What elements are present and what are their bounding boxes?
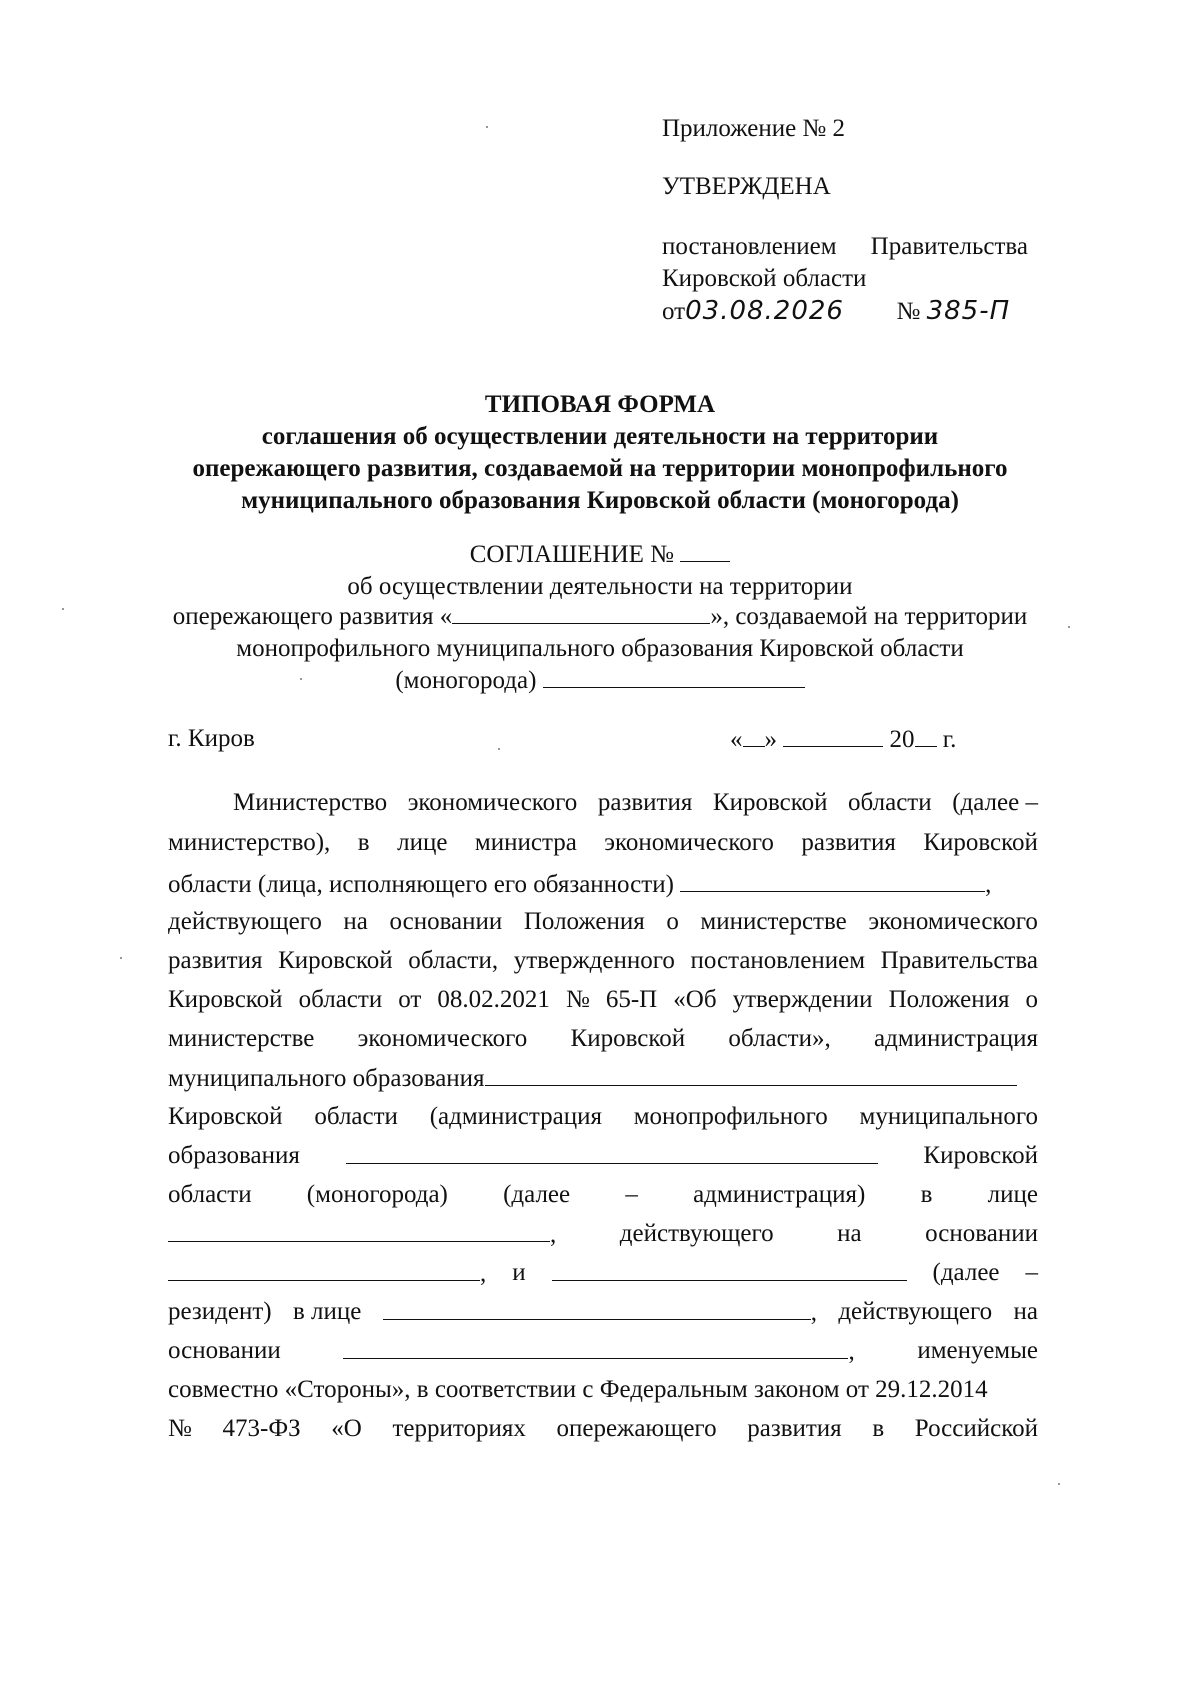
body-line-9: [168, 1102, 1038, 1132]
word: области: [298, 986, 383, 1013]
word: №: [565, 986, 590, 1013]
body-line-8: [168, 1063, 1017, 1094]
word: министра: [474, 829, 577, 856]
word: области,: [408, 947, 499, 974]
body-line-12: [168, 1219, 1038, 1250]
word: развития: [597, 789, 693, 816]
appendix-label: Приложение № 2: [662, 115, 846, 142]
body-line-5: [168, 946, 1038, 976]
body-text: области (лица, исполняющего его обязанности): [168, 871, 674, 898]
word: области»,: [728, 1025, 831, 1052]
agreement-heading: [0, 539, 1200, 571]
word: Положения: [523, 908, 645, 935]
word: Кировской: [168, 986, 283, 1013]
blank-field: [346, 1141, 878, 1164]
word: в: [357, 829, 370, 856]
word: развития: [801, 829, 896, 856]
blank-field: [168, 1258, 480, 1281]
year-prefix: 20: [889, 726, 915, 753]
blank-field: [680, 869, 985, 892]
word: о: [1025, 986, 1038, 1013]
word: экономического: [868, 908, 1038, 935]
word: (администрация: [429, 1103, 602, 1130]
word: «Об: [673, 986, 717, 1013]
scan-speck: [1068, 626, 1070, 628]
scan-speck: [486, 126, 488, 128]
comma: ,: [848, 1338, 855, 1365]
quote-close: »: [764, 726, 777, 753]
agreement-line-3: монопрофильного муниципального образования Кировской области: [236, 635, 964, 662]
body-line-4: [168, 907, 1038, 937]
word: Кировской: [278, 947, 393, 974]
word: и: [512, 1259, 526, 1286]
word: от: [398, 986, 422, 1013]
number-prefix: №: [896, 298, 921, 325]
body-line-15: [168, 1336, 1038, 1367]
body-line-7: [168, 1024, 1038, 1054]
body-line-3: [168, 869, 991, 900]
word: министерстве: [168, 1025, 315, 1052]
blank-field: [743, 724, 765, 747]
agreement-line-4: [0, 665, 1200, 697]
word: основании: [389, 908, 503, 935]
blank-field: [543, 665, 805, 688]
word: Правительства: [880, 947, 1038, 974]
comma: ,: [810, 1299, 817, 1326]
word: экономического: [604, 829, 774, 856]
year-suffix: г.: [942, 726, 957, 753]
word: 65-П: [605, 986, 658, 1013]
form-subtitle-2: опережающего развития, создаваемой на территории монопрофильного: [192, 455, 1008, 482]
scan-speck: [120, 957, 122, 959]
scan-speck: [498, 748, 500, 750]
form-subtitle-1: соглашения об осуществлении деятельности на территории: [261, 423, 939, 450]
scan-speck: [300, 678, 302, 680]
word: резидент): [168, 1298, 272, 1325]
word: области: [168, 1181, 252, 1208]
word: администрация: [874, 1025, 1038, 1052]
word: именуемые: [917, 1337, 1038, 1364]
approved-label: УТВЕРЖДЕНА: [662, 173, 831, 200]
body-line-10: [168, 1141, 1038, 1171]
word: действующего: [838, 1298, 993, 1325]
blank-field: [783, 724, 883, 747]
agreement-line-1: об осуществлении деятельности на территории: [347, 573, 853, 600]
word: основании: [925, 1220, 1038, 1247]
body-line-11: [168, 1180, 1038, 1210]
word: на: [837, 1220, 862, 1247]
form-title: ТИПОВАЯ ФОРМА: [484, 391, 716, 418]
quote-open: «: [730, 726, 743, 753]
word: министерство),: [168, 829, 331, 856]
blank-field: [552, 1258, 907, 1281]
word: на: [1013, 1298, 1038, 1325]
word: –: [625, 1181, 638, 1208]
agreement-line-4-text: (моногорода): [395, 667, 537, 694]
body-line-13: [168, 1258, 1038, 1289]
handwritten-date: 03.08.2026: [685, 296, 844, 326]
word: «О: [331, 1415, 362, 1442]
agreement-line-2-a: опережающего развития «: [172, 603, 453, 630]
body-line-14: [168, 1297, 1038, 1328]
word: действующего: [168, 908, 322, 935]
scan-speck: [1058, 1483, 1060, 1485]
word: Российской: [914, 1415, 1038, 1442]
word: лице: [397, 829, 448, 856]
blank-field: [168, 1219, 550, 1242]
body-line-2: [168, 828, 1038, 858]
word: монопрофильного: [633, 1103, 828, 1130]
blank-field: [383, 1297, 811, 1320]
word: (моногорода): [306, 1181, 448, 1208]
word: в: [920, 1181, 933, 1208]
word: министерстве: [700, 908, 847, 935]
approval-line-1: [662, 232, 1028, 262]
word: развития: [168, 947, 263, 974]
word: Кировской: [570, 1025, 686, 1052]
word: (далее: [932, 1259, 1000, 1286]
agreement-date: [730, 724, 956, 755]
body-text: муниципального образования: [168, 1065, 485, 1092]
agreement-heading-text: СОГЛАШЕНИЕ №: [469, 541, 675, 568]
scan-speck: [62, 608, 64, 610]
word: 473-ФЗ: [222, 1415, 301, 1442]
comma: ,: [550, 1221, 557, 1248]
word: Кировской: [712, 789, 828, 816]
word: №: [168, 1415, 192, 1442]
approval-line-2: Кировской области: [662, 265, 867, 292]
word: области: [848, 789, 932, 816]
word: Положения: [888, 986, 1010, 1013]
approval-date-line: [662, 296, 1010, 327]
handwritten-number: 385-П: [926, 296, 1011, 326]
agreement-line-2: [0, 601, 1200, 633]
word: развития: [747, 1415, 842, 1442]
word: –: [1025, 1259, 1038, 1286]
word: о: [666, 908, 679, 935]
word: опережающего: [556, 1415, 717, 1442]
word: экономического: [407, 789, 578, 816]
word: действующего: [619, 1220, 774, 1247]
blank-field: [915, 724, 937, 747]
body-line-17: [168, 1414, 1038, 1444]
word: лице: [987, 1181, 1038, 1208]
word: на: [343, 908, 368, 935]
word: (далее –: [952, 789, 1038, 816]
blank-field: [485, 1063, 1017, 1086]
word: Министерство: [233, 789, 388, 816]
blank-field: [452, 601, 710, 624]
word: в: [872, 1415, 885, 1442]
blank-field: [343, 1336, 848, 1359]
approval-word: постановлением: [662, 233, 837, 260]
word: постановлением: [690, 947, 866, 974]
comma: ,: [985, 871, 992, 898]
agreement-line-2-b: », создаваемой на территории: [710, 603, 1028, 630]
word: Кировской: [168, 1103, 283, 1130]
word: утверждении: [732, 986, 873, 1013]
word: муниципального: [859, 1103, 1038, 1130]
body-line-6: [168, 985, 1038, 1015]
city: г. Киров: [168, 725, 255, 752]
approval-word: Правительства: [870, 233, 1028, 260]
word: Кировской: [923, 829, 1038, 856]
word: администрация): [693, 1181, 866, 1208]
word: области: [314, 1103, 398, 1130]
word: основании: [168, 1337, 281, 1364]
body-line-16: совместно «Стороны», в соответствии с Федеральным законом от 29.12.2014: [168, 1376, 988, 1403]
word: Кировской: [923, 1142, 1038, 1169]
comma: ,: [480, 1260, 487, 1287]
blank-field: [680, 539, 730, 562]
word: экономического: [357, 1025, 528, 1052]
from-prefix: от: [662, 298, 686, 325]
word: в лице: [292, 1298, 362, 1325]
form-subtitle-3: муниципального образования Кировской области (моногорода): [241, 487, 959, 514]
word: территориях: [392, 1415, 526, 1442]
word: 08.02.2021: [437, 986, 550, 1013]
word: образования: [168, 1142, 300, 1169]
body-line-1: [233, 788, 1038, 818]
word: (далее: [503, 1181, 571, 1208]
word: утвержденного: [513, 947, 675, 974]
